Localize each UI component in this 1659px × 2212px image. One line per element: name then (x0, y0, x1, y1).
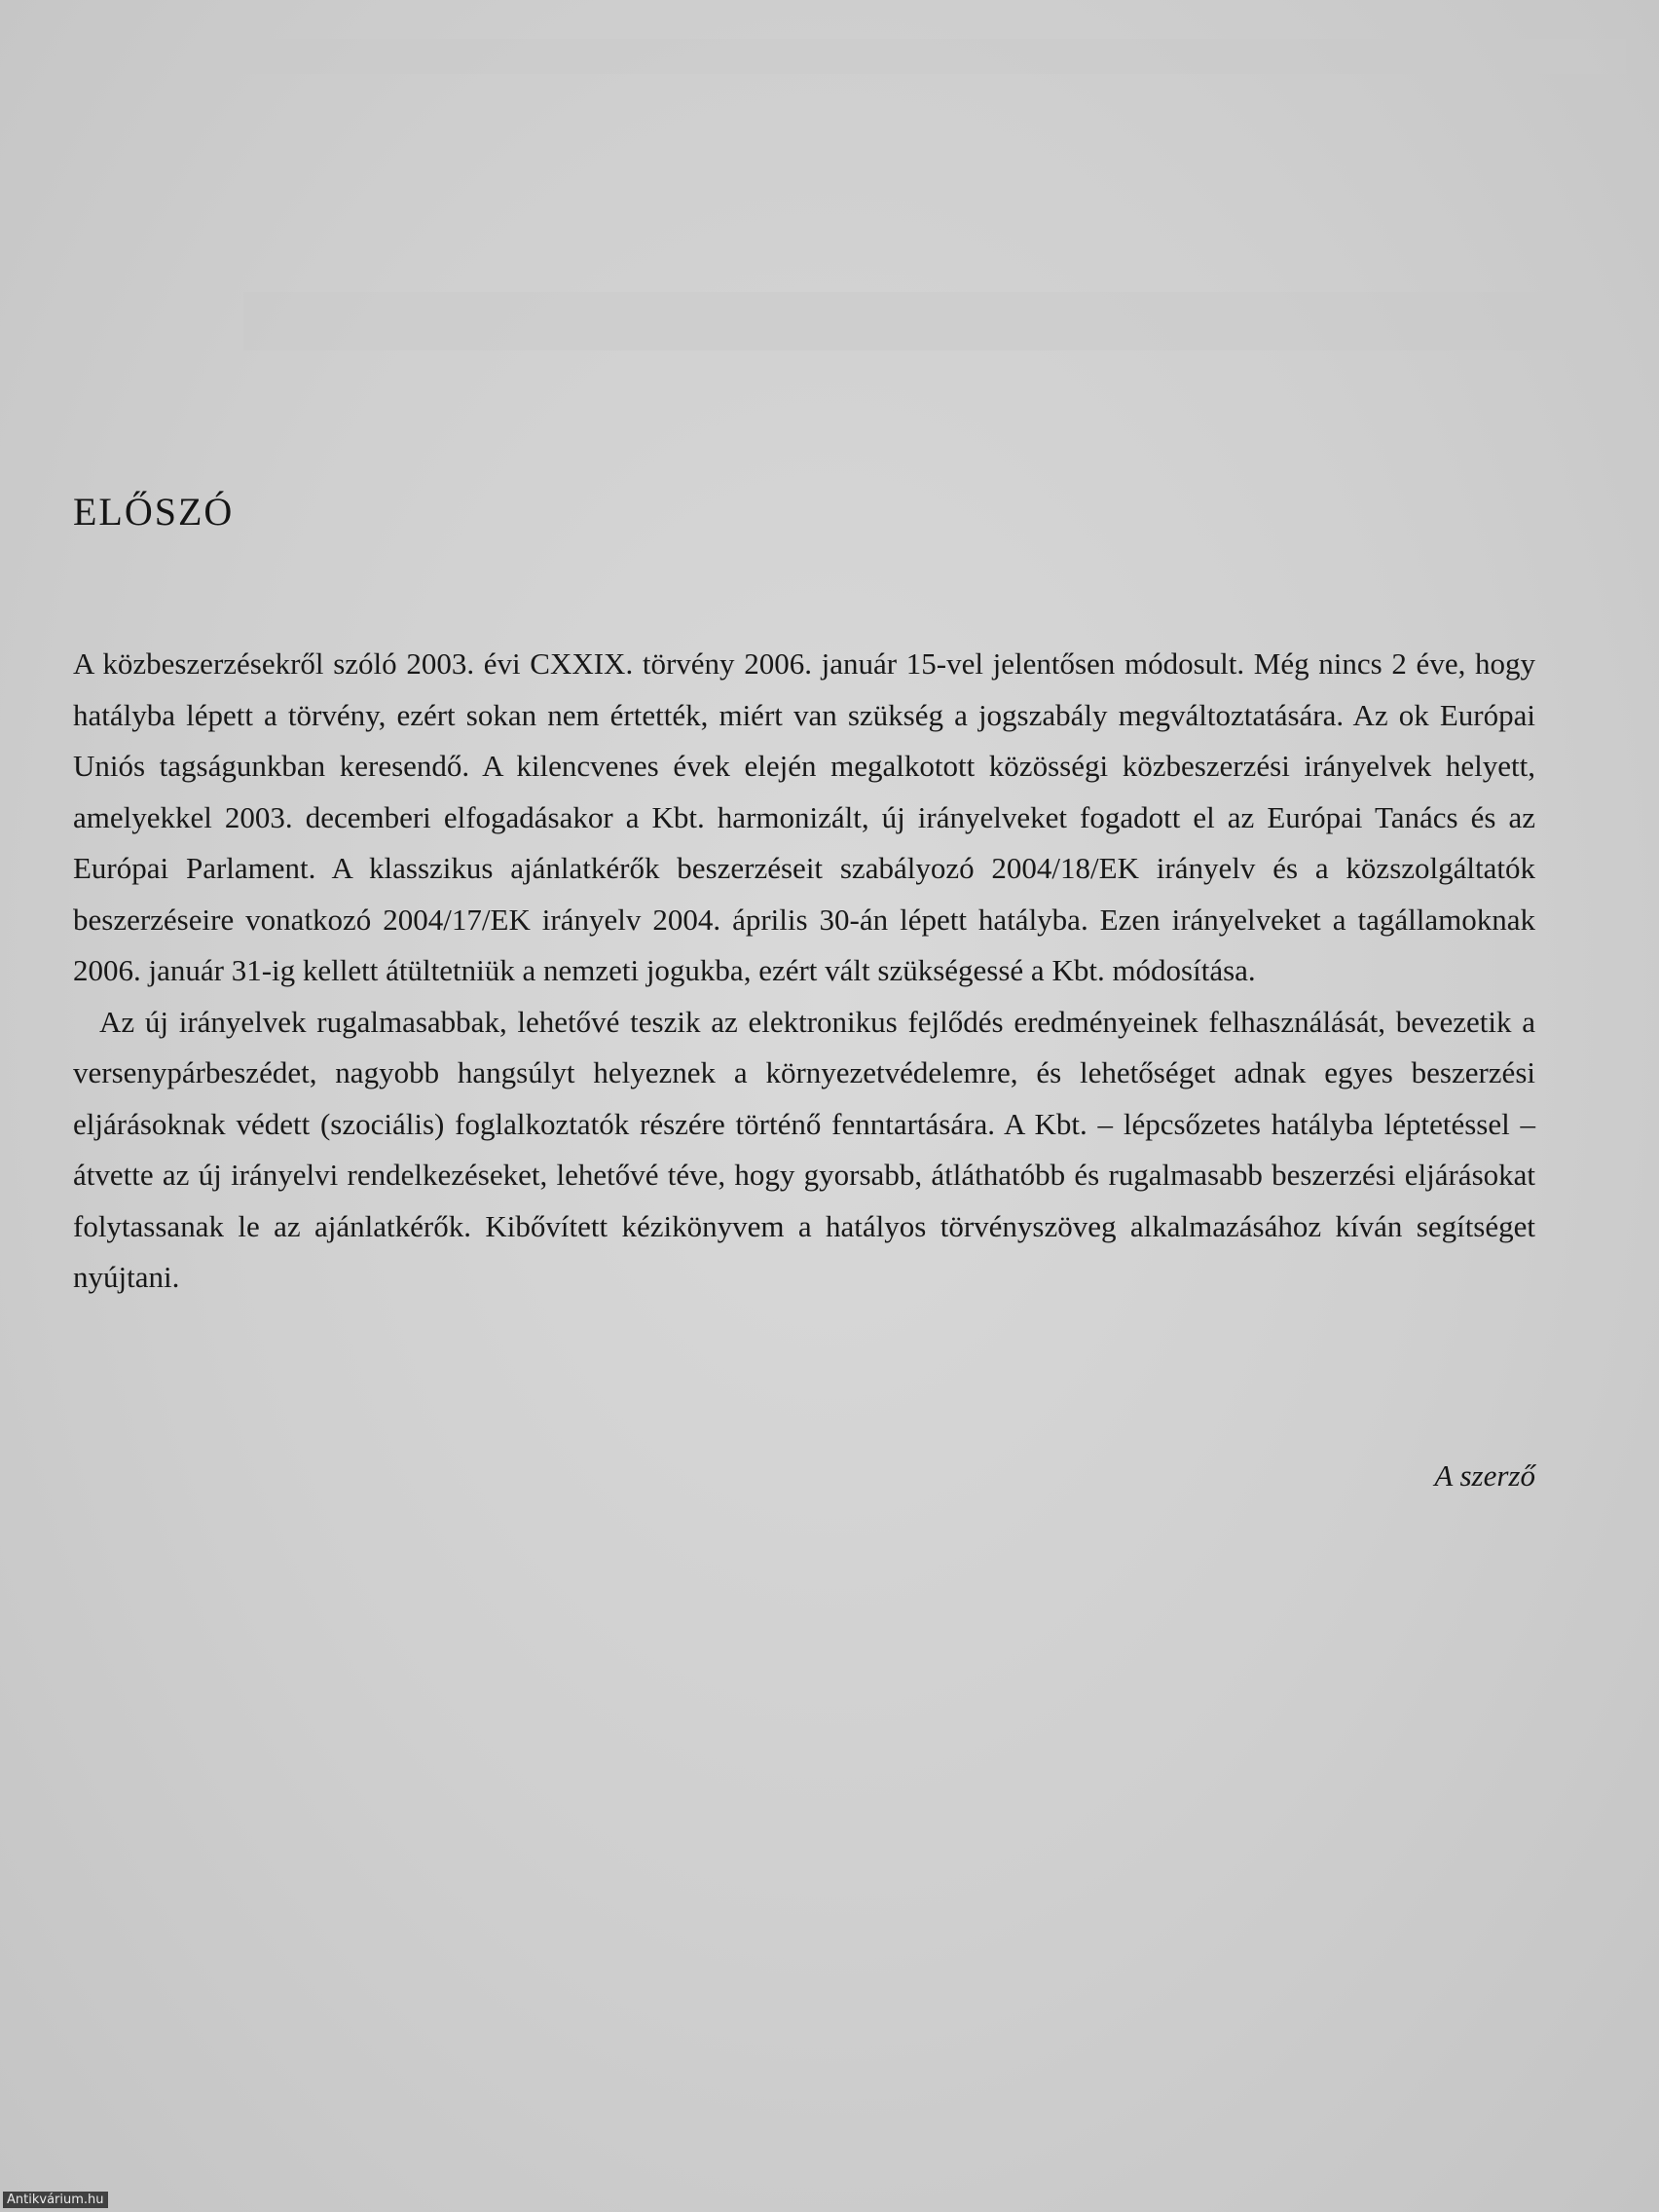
paragraph: Az új irányelvek rugalmasabbak, lehetővé teszik az elektronikus fejlődés eredményeinek felhasználását, bevezetik a versenypárbeszédet, nagyobb hangsúlyt helyeznek a környezetvédelemre, és lehetőséget adnak egyes beszerzési eljárásoknak védett (szociális) foglalkoztatók részére történő fenntartására. A Kbt. – lépcsőzetes hatályba léptetéssel – átvette az új irányelvi rendelkezéseket, lehetővé téve, hogy gyorsabb, átláthatóbb és rugalmasabb beszerzési eljárásokat folytassanak le az ajánlatkérők. Kibővített kézikönyvem a hatályos törvényszöveg alkalmazásához kíván segítséget nyújtani. (73, 1004, 1535, 1294)
show-through-shadow (243, 292, 1626, 350)
show-through-shadow (243, 39, 1626, 74)
body-text (73, 639, 1535, 1304)
author-signature: A szerző (1434, 1458, 1535, 1493)
site-watermark: Antikvárium.hu (3, 2192, 108, 2208)
paragraph: A közbeszerzésekről szóló 2003. évi CXXIX. törvény 2006. január 15-vel jelentősen módosult. Még nincs 2 éve, hogy hatályba lépett a törvény, ezért sokan nem értették, miért van szükség a jogszabály megváltoztatására. Az ok Európai Uniós tagságunkban keresendő. A kilencvenes évek elején megalkotott közösségi közbeszerzési irányelvek helyett, amelyekkel 2003. decemberi elfogadásakor a Kbt. harmonizált, új irányelveket fogadott el az Európai Tanács és az Európai Parlament. A klasszikus ajánlatkérők beszerzéseit szabályozó 2004/18/EK irányelv és a közszolgáltatók beszerzéseire vonatkozó 2004/17/EK irányelv 2004. április 30-án lépett hatályba. Ezen irányelveket a tagállamoknak 2006. január 31-ig kellett átültetniük a nemzeti jogukba, ezért vált szükségessé a Kbt. módosítása. (73, 646, 1535, 987)
page-title: ELŐSZÓ (73, 490, 235, 534)
